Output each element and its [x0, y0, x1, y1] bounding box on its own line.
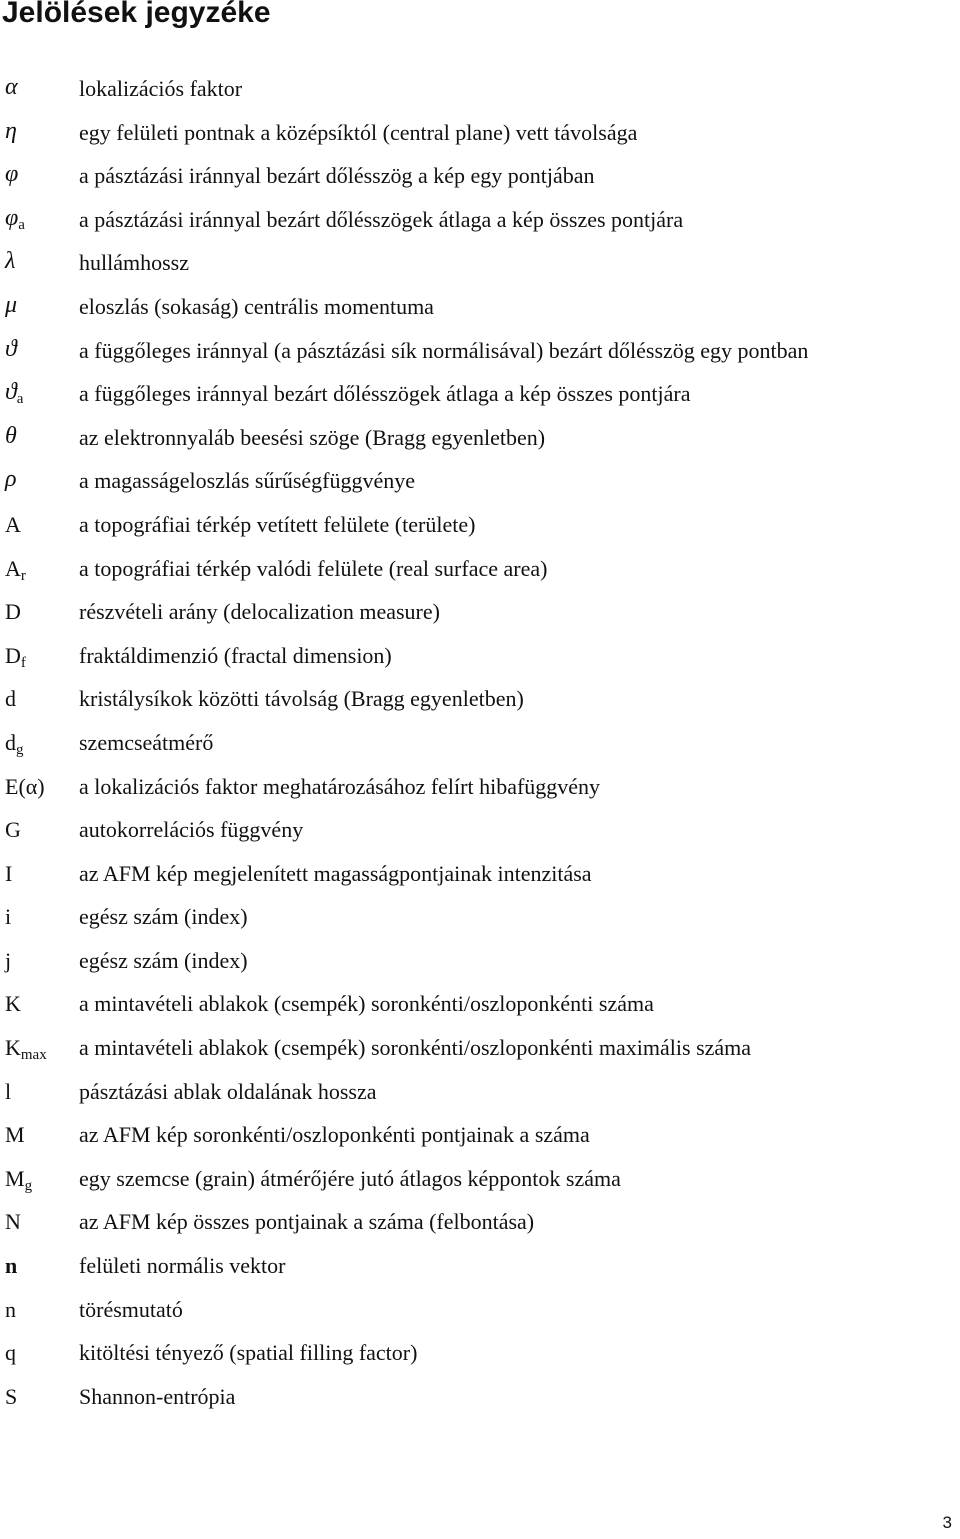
glossary-row	[0, 242, 960, 286]
glossary-description: az AFM kép összes pontjainak a száma (felbontása)	[79, 1209, 535, 1235]
glossary-symbol	[5, 904, 11, 930]
symbol-main: i	[5, 904, 12, 930]
symbol-main: D	[5, 599, 21, 625]
symbol-main: n	[5, 1253, 18, 1279]
glossary-description: felületi normális vektor	[79, 1253, 286, 1279]
glossary-symbol	[5, 379, 23, 406]
glossary-symbol	[5, 161, 18, 188]
symbol-main: q	[5, 1340, 16, 1366]
glossary-symbol	[5, 599, 21, 625]
glossary-row	[0, 722, 960, 766]
glossary-description: az AFM kép soronkénti/oszloponkénti pontjainak a száma	[79, 1122, 590, 1148]
glossary-row	[0, 1071, 960, 1115]
glossary-description: szemcseátmérő	[79, 729, 214, 755]
glossary-description: a magasságeloszlás sűrűségfüggvénye	[79, 468, 416, 494]
glossary-row	[0, 199, 960, 243]
glossary-symbol	[5, 730, 24, 756]
glossary-description: fraktáldimenzió (fractal dimension)	[79, 642, 392, 668]
glossary-symbol	[5, 118, 17, 145]
glossary-row	[0, 1027, 960, 1071]
glossary-symbol	[5, 336, 17, 363]
symbol-subscript: a	[18, 216, 25, 233]
glossary-list	[0, 68, 960, 1419]
glossary-row	[0, 1289, 960, 1333]
glossary-row	[0, 983, 960, 1027]
glossary-symbol	[5, 205, 25, 232]
glossary-symbol	[5, 991, 21, 1017]
glossary-row	[0, 1332, 960, 1376]
glossary-row	[0, 548, 960, 592]
symbol-main: d	[5, 729, 16, 755]
glossary-description: egy felületi pontnak a középsíktól (central plane) vett távolsága	[79, 119, 638, 145]
symbol-main: φ	[5, 204, 19, 231]
symbol-main: l	[5, 1078, 12, 1104]
glossary-symbol	[5, 292, 17, 319]
glossary-symbol	[5, 1035, 47, 1064]
glossary-description: Shannon-entrópia	[79, 1383, 236, 1409]
symbol-main: M	[5, 1122, 25, 1148]
symbol-main: E(α)	[5, 773, 45, 799]
symbol-subscript: a	[16, 391, 24, 408]
symbol-main: G	[5, 817, 21, 843]
glossary-row	[0, 1376, 960, 1420]
glossary-description: kitöltési tényező (spatial filling factor)	[79, 1340, 418, 1366]
symbol-main: φ	[5, 161, 19, 188]
symbol-main: A	[5, 555, 21, 581]
glossary-description: részvételi arány (delocalization measure)	[79, 599, 440, 625]
symbol-main: μ	[5, 291, 18, 318]
glossary-symbol	[5, 1253, 17, 1279]
glossary-symbol	[5, 1384, 17, 1410]
symbol-main: S	[5, 1383, 18, 1409]
glossary-row	[0, 1201, 960, 1245]
glossary-row	[0, 155, 960, 199]
symbol-main: λ	[5, 248, 16, 275]
glossary-row	[0, 504, 960, 548]
glossary-symbol	[5, 1297, 16, 1323]
glossary-symbol	[5, 1079, 11, 1105]
glossary-symbol	[5, 248, 15, 275]
symbol-main: ρ	[5, 466, 17, 493]
glossary-description: törésmutató	[79, 1296, 183, 1322]
glossary-description: az AFM kép megjelenített magasságpontjainak intenzitása	[79, 860, 592, 886]
glossary-description: egész szám (index)	[79, 904, 248, 930]
glossary-symbol	[5, 948, 11, 974]
glossary-symbol	[5, 74, 18, 101]
symbol-main: n	[5, 1296, 16, 1322]
glossary-row	[0, 417, 960, 461]
symbol-subscript: f	[20, 654, 26, 671]
symbol-main: N	[5, 1209, 21, 1235]
glossary-symbol	[5, 466, 17, 493]
glossary-row	[0, 68, 960, 112]
glossary-description: a pásztázási iránnyal bezárt dőlésszögek átlaga a kép összes pontjára	[79, 206, 684, 232]
glossary-description: pásztázási ablak oldalának hossza	[79, 1078, 377, 1104]
symbol-main: j	[5, 947, 12, 973]
glossary-description: a topográfiai térkép valódi felülete (real surface area)	[79, 555, 548, 581]
glossary-description: lokalizációs faktor	[79, 76, 243, 101]
symbol-main: D	[5, 642, 21, 668]
glossary-description: a lokalizációs faktor meghatározásához felírt hibafüggvény	[79, 773, 601, 799]
symbol-main: A	[5, 511, 21, 537]
glossary-symbol	[5, 643, 26, 669]
symbol-main: M	[5, 1165, 25, 1191]
symbol-subscript: g	[24, 1177, 33, 1194]
glossary-description: eloszlás (sokaság) centrális momentuma	[79, 293, 434, 319]
glossary-row	[0, 286, 960, 330]
glossary-description: egész szám (index)	[79, 947, 248, 973]
glossary-description: autokorrelációs függvény	[79, 817, 304, 843]
symbol-subscript: g	[16, 741, 24, 758]
glossary-symbol	[5, 512, 21, 538]
glossary-row	[0, 809, 960, 853]
glossary-symbol	[5, 1166, 32, 1192]
glossary-description: kristálysíkok közötti távolság (Bragg egyenletben)	[79, 686, 524, 712]
glossary-row	[0, 112, 960, 156]
glossary-row	[0, 853, 960, 897]
glossary-row	[0, 766, 960, 810]
symbol-main: θ	[5, 422, 17, 449]
glossary-description: a függőleges iránnyal bezárt dőlésszögek átlaga a kép összes pontjára	[79, 381, 691, 407]
symbol-main: K	[5, 1035, 21, 1061]
symbol-main: α	[5, 74, 18, 100]
glossary-symbol	[5, 1340, 16, 1366]
glossary-symbol	[5, 1122, 25, 1148]
glossary-description: az elektronnyaláb beesési szöge (Bragg egyenletben)	[79, 424, 546, 450]
glossary-row	[0, 896, 960, 940]
glossary-symbol	[5, 861, 12, 887]
symbol-main: K	[5, 991, 21, 1017]
glossary-row	[0, 330, 960, 374]
symbol-subscript: r	[20, 567, 26, 584]
glossary-row	[0, 678, 960, 722]
glossary-row	[0, 460, 960, 504]
symbol-main: I	[5, 860, 13, 886]
glossary-row	[0, 373, 960, 417]
glossary-symbol	[5, 774, 45, 800]
page-title: Jelölések jegyzéke	[2, 0, 271, 29]
symbol-main: ϑ	[5, 335, 17, 362]
glossary-symbol	[5, 686, 16, 712]
glossary-symbol	[5, 817, 21, 843]
glossary-symbol	[5, 1209, 21, 1235]
glossary-symbol	[5, 556, 26, 582]
glossary-description: hullámhossz	[79, 250, 189, 276]
glossary-row	[0, 591, 960, 635]
symbol-main: ϑ	[5, 379, 17, 406]
symbol-main: d	[5, 686, 16, 712]
symbol-main: η	[5, 117, 17, 144]
glossary-description: a topográfiai térkép vetített felülete (területe)	[79, 511, 476, 537]
glossary-row	[0, 1114, 960, 1158]
glossary-row	[0, 1245, 960, 1289]
page-number: 3	[942, 1513, 952, 1532]
glossary-description: a pásztázási iránnyal bezárt dőlésszög a kép egy pontjában	[79, 163, 595, 189]
glossary-symbol	[5, 423, 17, 450]
glossary-row	[0, 1158, 960, 1202]
glossary-row	[0, 635, 960, 679]
glossary-row	[0, 940, 960, 984]
symbol-subscript: max	[20, 1047, 47, 1064]
glossary-description: egy szemcse (grain) átmérőjére jutó átlagos képpontok száma	[79, 1165, 621, 1191]
glossary-description: a mintavételi ablakok (csempék) soronkénti/oszloponkénti száma	[79, 991, 654, 1017]
glossary-description: a függőleges iránnyal (a pásztázási sík normálisával) bezárt dőlésszög egy pontban	[79, 337, 809, 363]
glossary-description: a mintavételi ablakok (csempék) soronkénti/oszloponkénti maximális száma	[79, 1035, 752, 1061]
